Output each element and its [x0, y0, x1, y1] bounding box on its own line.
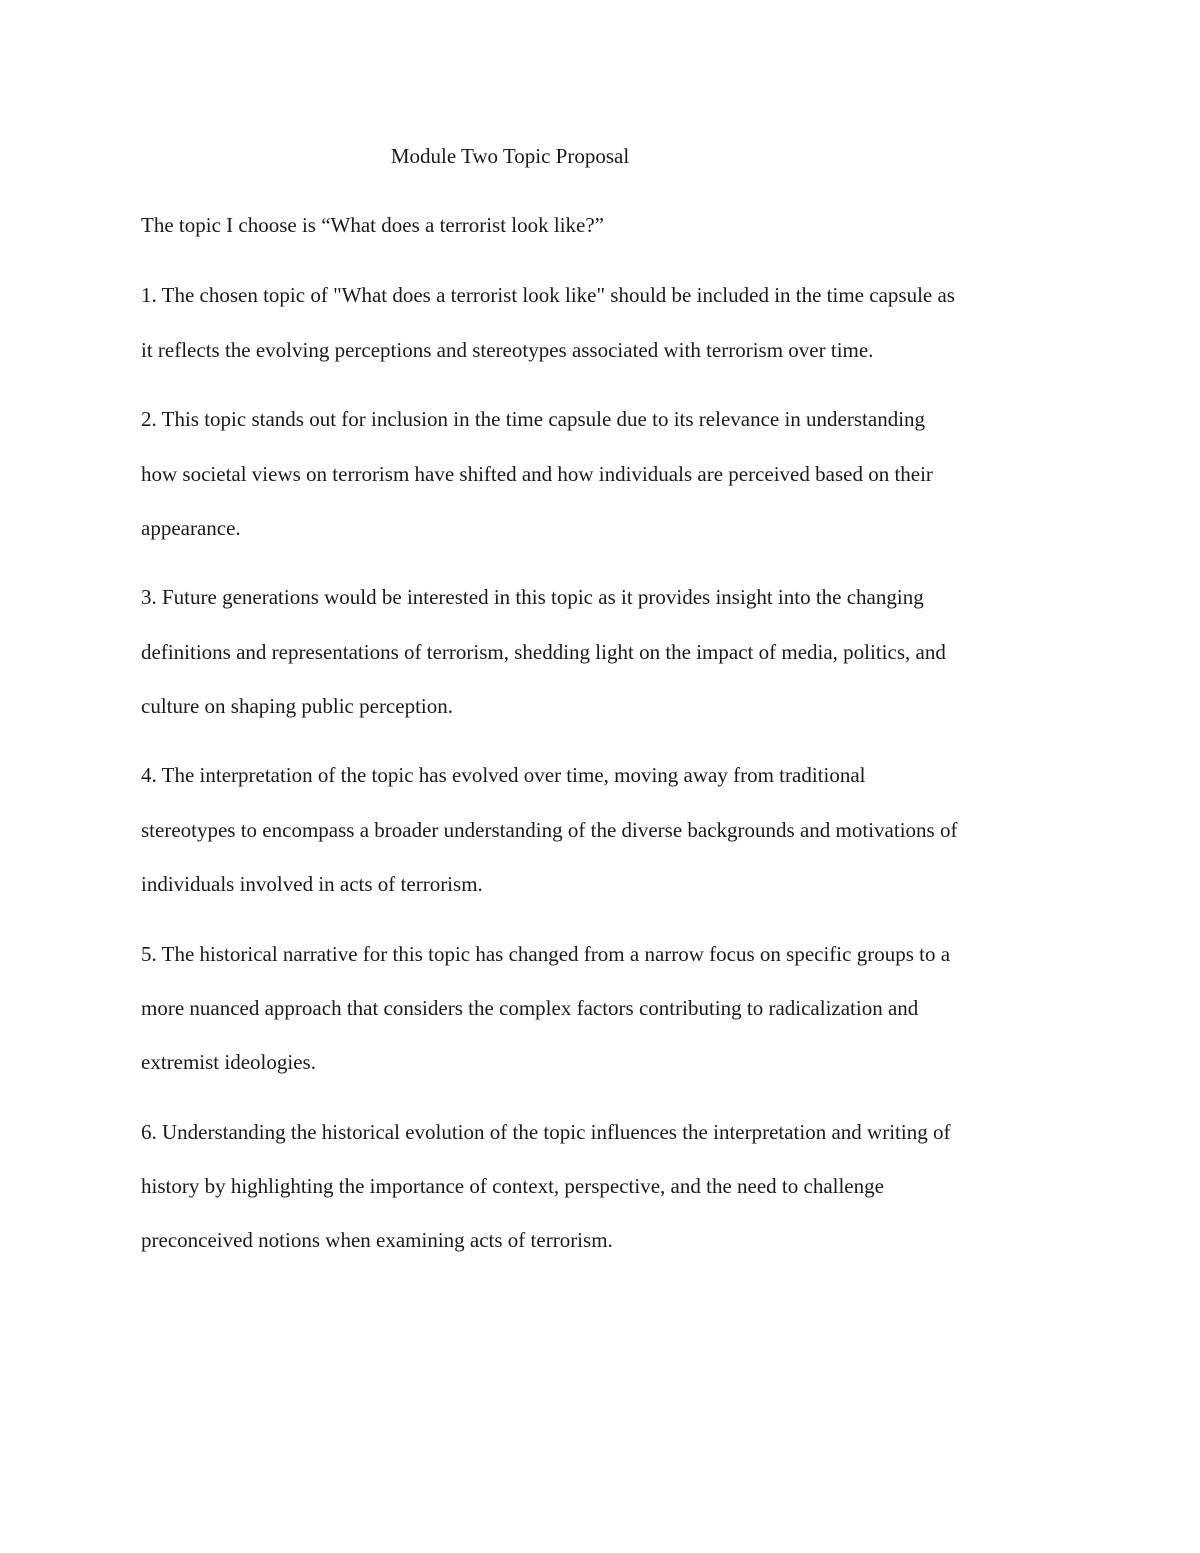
paragraph-2-line-2: how societal views on terrorism have shifted and how individuals are perceived based on their: [141, 462, 933, 486]
paragraph-4-line-3: individuals involved in acts of terrorism.: [141, 872, 483, 896]
paragraph-4-line-2: stereotypes to encompass a broader understanding of the diverse backgrounds and motivations of: [141, 818, 958, 842]
paragraph-3-line-2: definitions and representations of terrorism, shedding light on the impact of media, politics, and: [141, 640, 946, 664]
paragraph-6-line-1: 6. Understanding the historical evolution of the topic influences the interpretation and writing of: [141, 1120, 951, 1144]
paragraph-3-line-1: 3. Future generations would be interested in this topic as it provides insight into the changing: [141, 585, 924, 609]
paragraph-6-line-3: preconceived notions when examining acts of terrorism.: [141, 1228, 613, 1252]
paragraph-5-line-1: 5. The historical narrative for this topic has changed from a narrow focus on specific groups to a: [141, 942, 951, 966]
paragraph-1-line-2: it reflects the evolving perceptions and stereotypes associated with terrorism over time.: [141, 338, 874, 362]
paragraph-2-line-1: 2. This topic stands out for inclusion in the time capsule due to its relevance in understanding: [141, 407, 926, 431]
paragraph-3-line-3: culture on shaping public perception.: [141, 694, 453, 718]
paragraph-5-line-2: more nuanced approach that considers the complex factors contributing to radicalization and: [141, 996, 919, 1020]
paragraph-1-line-1: 1. The chosen topic of "What does a terrorist look like" should be included in the time capsule as: [141, 283, 955, 307]
document-title: Module Two Topic Proposal: [390, 144, 630, 168]
paragraph-5-line-3: extremist ideologies.: [141, 1050, 316, 1074]
paragraph-2-line-3: appearance.: [141, 516, 241, 540]
paragraph-4-line-1: 4. The interpretation of the topic has evolved over time, moving away from traditional: [141, 763, 866, 787]
paragraph-6-line-2: history by highlighting the importance of context, perspective, and the need to challenge: [141, 1174, 884, 1198]
topic-intro: The topic I choose is “What does a terrorist look like?”: [141, 213, 605, 237]
